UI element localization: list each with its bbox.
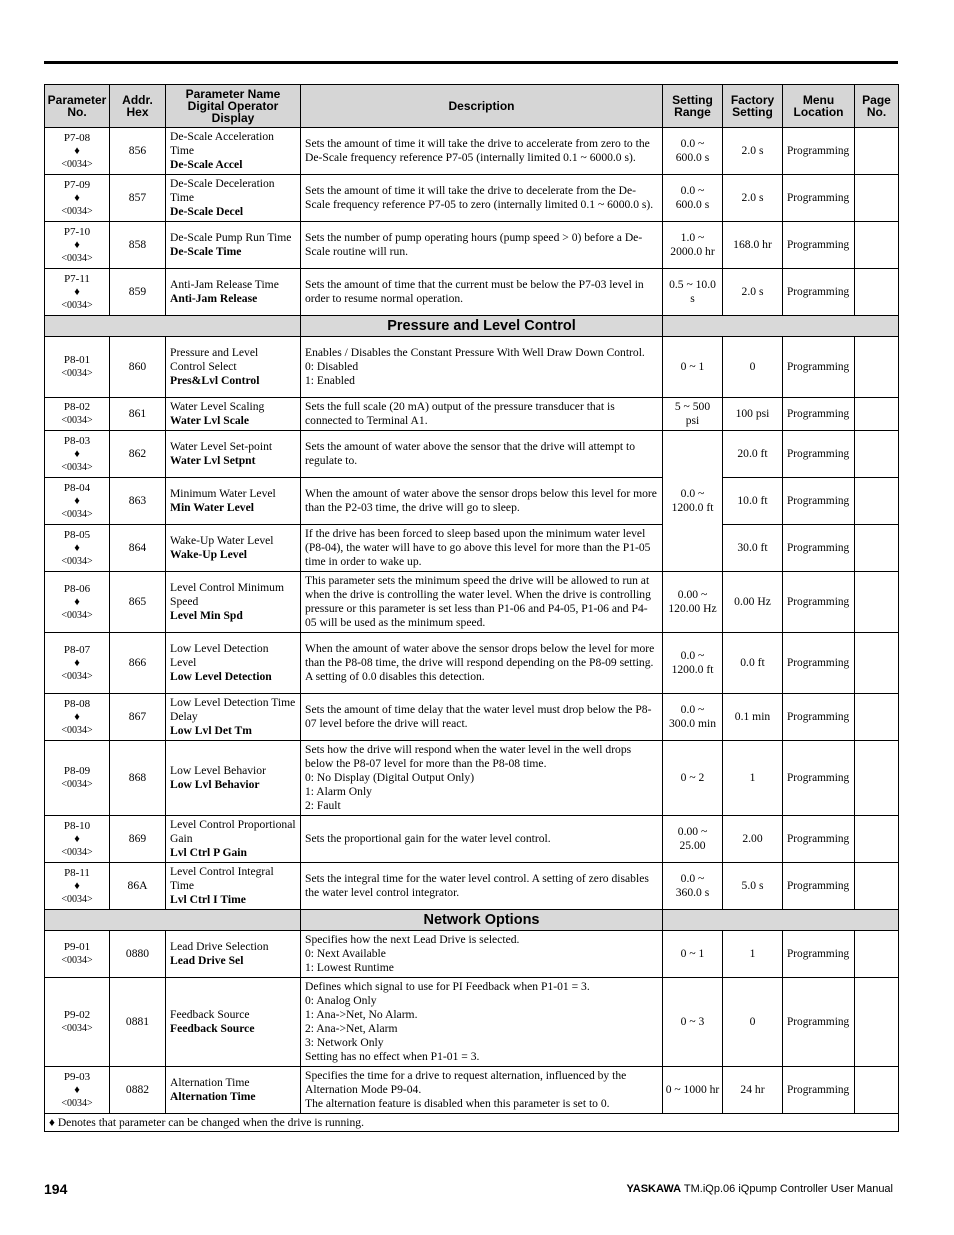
description-cell: Sets the integral time for the water level control. A setting of zero disables the water level control integrator. — [301, 863, 663, 910]
menu-cell: Programming — [783, 572, 855, 633]
operator-display: Water Lvl Scale — [170, 414, 249, 427]
param-code: <0034> — [61, 415, 93, 426]
run-change-diamond-icon: ♦ — [74, 285, 80, 298]
factory-cell: 30.0 ft — [723, 525, 783, 572]
factory-cell: 10.0 ft — [723, 478, 783, 525]
page-cell — [855, 816, 899, 863]
operator-display: Low Lvl Behavior — [170, 778, 260, 791]
operator-display: Lead Drive Sel — [170, 954, 244, 967]
menu-cell: Programming — [783, 741, 855, 816]
name-cell — [166, 222, 301, 269]
name-cell — [166, 694, 301, 741]
description-cell: Sets the full scale (20 mA) output of the pressure transducer that is connected to Terminal A1. — [301, 398, 663, 431]
operator-display: Low Lvl Det Tm — [170, 724, 252, 737]
description-cell: Sets the amount of time it will take the drive to decelerate from the De-Scale frequency reference P7-05 to zero (internally limited 0.1 ~ 6000.0 s). — [301, 175, 663, 222]
param-no-cell — [45, 398, 110, 431]
section-title: Pressure and Level Control — [301, 316, 663, 337]
param-no-cell — [45, 931, 110, 978]
run-change-diamond-icon: ♦ — [74, 447, 80, 460]
operator-display: Lvl Ctrl P Gain — [170, 846, 247, 859]
menu-cell: Programming — [783, 931, 855, 978]
operator-display: De-Scale Decel — [170, 205, 244, 218]
page-cell — [855, 931, 899, 978]
description-cell: When the amount of water above the sensor drops below this level for more than the P2-03 time, the drive will go to sleep. — [301, 478, 663, 525]
range-cell: 0.00 ~ 120.00 Hz — [663, 572, 723, 633]
param-name: De-Scale Deceleration Time — [170, 177, 275, 204]
param-no: P8-03 — [63, 434, 91, 447]
run-change-diamond-icon: ♦ — [74, 144, 80, 157]
addr-cell: 857 — [110, 175, 166, 222]
operator-display: De-Scale Accel — [170, 158, 243, 171]
addr-cell: 0880 — [110, 931, 166, 978]
page-cell — [855, 694, 899, 741]
table-row — [45, 337, 899, 398]
table-row — [45, 269, 899, 316]
menu-cell: Programming — [783, 431, 855, 478]
param-no-cell — [45, 978, 110, 1067]
parameter-table — [44, 84, 899, 1132]
header-param-name: Parameter Name Digital Operator Display — [166, 85, 301, 128]
description-cell — [301, 1067, 663, 1114]
param-code: <0034> — [61, 670, 93, 682]
page-cell — [855, 398, 899, 431]
page-cell — [855, 269, 899, 316]
page-cell — [855, 175, 899, 222]
addr-cell: 0881 — [110, 978, 166, 1067]
param-name: Lead Drive Selection — [170, 940, 269, 953]
operator-display: Min Water Level — [170, 501, 254, 514]
param-name: Alternation Time — [170, 1076, 250, 1089]
table-row — [45, 694, 899, 741]
run-change-diamond-icon: ♦ — [74, 238, 80, 251]
page-cell — [855, 431, 899, 478]
factory-cell: 1 — [723, 741, 783, 816]
footnote-row — [45, 1114, 899, 1132]
param-no: P8-01 — [63, 354, 91, 366]
param-no-cell — [45, 863, 110, 910]
name-cell — [166, 931, 301, 978]
factory-cell: 0 — [723, 337, 783, 398]
page-cell — [855, 222, 899, 269]
name-cell — [166, 128, 301, 175]
param-no-cell — [45, 1067, 110, 1114]
param-code: <0034> — [61, 779, 93, 790]
param-code: <0034> — [61, 955, 93, 966]
range-cell: 0.0 ~ 600.0 s — [663, 128, 723, 175]
addr-cell: 861 — [110, 398, 166, 431]
header-setting-range: Setting Range — [663, 85, 723, 128]
param-name: Water Level Set-point — [170, 440, 273, 453]
addr-cell: 862 — [110, 431, 166, 478]
page-cell — [855, 633, 899, 694]
description-cell: Sets the amount of time that the current must be below the P7-03 level in order to resume normal operation. — [301, 269, 663, 316]
page-cell — [855, 572, 899, 633]
section-spacer — [45, 316, 301, 337]
page-cell — [855, 128, 899, 175]
param-no: P8-11 — [64, 866, 90, 879]
name-cell — [166, 572, 301, 633]
name-cell — [166, 478, 301, 525]
param-code: <0034> — [61, 508, 93, 520]
run-change-diamond-icon: ♦ — [74, 710, 80, 723]
menu-cell: Programming — [783, 525, 855, 572]
param-no-cell — [45, 741, 110, 816]
addr-cell: 867 — [110, 694, 166, 741]
range-cell: 0 ~ 3 — [663, 978, 723, 1067]
run-change-diamond-icon: ♦ — [74, 191, 80, 204]
description-cell: Sets the amount of time delay that the water level must drop below the P8-07 level before the drive will react. — [301, 694, 663, 741]
operator-display: Anti-Jam Release — [170, 292, 258, 305]
description-cell — [301, 337, 663, 398]
addr-cell: 868 — [110, 741, 166, 816]
description-cell — [301, 741, 663, 816]
table-row — [45, 978, 899, 1067]
factory-cell: 2.0 s — [723, 175, 783, 222]
description-line: 0: Analog Only — [305, 994, 377, 1007]
name-cell — [166, 398, 301, 431]
footnote: ♦ Denotes that parameter can be changed when the drive is running. — [45, 1114, 899, 1132]
description-line: 1: Enabled — [305, 374, 355, 387]
page-cell — [855, 863, 899, 910]
param-name: De-Scale Pump Run Time — [170, 231, 292, 244]
description-line: 2: Ana->Net, Alarm — [305, 1022, 398, 1035]
run-change-diamond-icon: ♦ — [74, 1083, 80, 1096]
description-line: Specifies how the next Lead Drive is selected. — [305, 933, 520, 946]
param-no-cell — [45, 269, 110, 316]
menu-cell: Programming — [783, 633, 855, 694]
range-cell: 0.5 ~ 10.0 s — [663, 269, 723, 316]
description-line: Specifies the time for a drive to request alternation, influenced by the Alternation Mode P9-04. — [305, 1069, 627, 1096]
operator-display: Alternation Time — [170, 1090, 256, 1103]
page-cell — [855, 741, 899, 816]
addr-cell: 86A — [110, 863, 166, 910]
param-no: P9-03 — [63, 1070, 91, 1083]
param-no-cell — [45, 431, 110, 478]
param-name: Wake-Up Water Level — [170, 534, 274, 547]
param-no-cell — [45, 128, 110, 175]
table-row — [45, 398, 899, 431]
addr-cell: 863 — [110, 478, 166, 525]
name-cell — [166, 175, 301, 222]
name-cell — [166, 1067, 301, 1114]
footer-doc-title — [626, 1183, 893, 1195]
table-row — [45, 1067, 899, 1114]
table-row — [45, 175, 899, 222]
range-cell: 0.0 ~ 360.0 s — [663, 863, 723, 910]
factory-cell: 2.0 s — [723, 128, 783, 175]
description-line: When the amount of water above the sensor drops below the level for more than the P8-08 time, the drive will respond depending on the P8-09 setting. — [305, 642, 655, 669]
addr-cell: 866 — [110, 633, 166, 694]
param-code: <0034> — [61, 1097, 93, 1109]
description-line: 2: Fault — [305, 799, 341, 812]
operator-display: Lvl Ctrl I Time — [170, 893, 246, 906]
description-cell: Sets the amount of time it will take the drive to accelerate from zero to the De-Scale frequency reference P7-05 (internally limited 0.1 ~ 6000.0 s). — [301, 128, 663, 175]
addr-cell: 0882 — [110, 1067, 166, 1114]
factory-cell: 1 — [723, 931, 783, 978]
operator-display: Feedback Source — [170, 1022, 255, 1035]
table-row — [45, 128, 899, 175]
description-cell: Sets the number of pump operating hours (pump speed > 0) before a De-Scale routine will run. — [301, 222, 663, 269]
param-no: P8-05 — [63, 528, 91, 541]
addr-cell: 860 — [110, 337, 166, 398]
menu-cell: Programming — [783, 478, 855, 525]
section-spacer — [663, 316, 899, 337]
page-cell — [855, 337, 899, 398]
param-no: P8-09 — [63, 765, 91, 777]
range-cell: 0 ~ 1 — [663, 931, 723, 978]
description-line: 1: Lowest Runtime — [305, 961, 394, 974]
param-no: P7-10 — [63, 225, 91, 238]
param-no: P8-02 — [63, 401, 91, 413]
range-cell: 0 ~ 2 — [663, 741, 723, 816]
param-no-cell — [45, 175, 110, 222]
table-row — [45, 572, 899, 633]
description-cell — [301, 931, 663, 978]
factory-cell: 168.0 hr — [723, 222, 783, 269]
factory-cell: 0 — [723, 978, 783, 1067]
description-line: 1: Alarm Only — [305, 785, 372, 798]
param-no: P9-02 — [63, 1009, 91, 1021]
run-change-diamond-icon: ♦ — [74, 541, 80, 554]
name-cell — [166, 978, 301, 1067]
operator-display: Level Min Spd — [170, 609, 243, 622]
param-no: P7-09 — [63, 178, 91, 191]
param-code: <0034> — [61, 609, 93, 621]
param-name: Minimum Water Level — [170, 487, 276, 500]
name-cell — [166, 816, 301, 863]
description-line: 3: Network Only — [305, 1036, 384, 1049]
range-cell: 0.0 ~ 600.0 s — [663, 175, 723, 222]
addr-cell: 856 — [110, 128, 166, 175]
range-cell: 0 ~ 1000 hr — [663, 1067, 723, 1114]
name-cell — [166, 863, 301, 910]
operator-display: De-Scale Time — [170, 245, 242, 258]
header-rule — [44, 61, 898, 64]
param-code: <0034> — [61, 724, 93, 736]
run-change-diamond-icon: ♦ — [74, 595, 80, 608]
table-row — [45, 863, 899, 910]
param-code: <0034> — [61, 299, 93, 311]
param-name: Level Control Integral Time — [170, 865, 274, 892]
param-code: <0034> — [61, 1023, 93, 1034]
range-cell: 0.00 ~ 25.00 — [663, 816, 723, 863]
param-code: <0034> — [61, 252, 93, 264]
description-cell: This parameter sets the minimum speed the drive will be allowed to run at when the drive is controlling the water level. When the drive is controlling pressure or this parameter is set less than P1-06 and P4-05, P1-06 and P4-05 will be used as the minimum speed. — [301, 572, 663, 633]
menu-cell: Programming — [783, 269, 855, 316]
page-cell — [855, 478, 899, 525]
description-line: 0: No Display (Digital Output Only) — [305, 771, 475, 784]
section-row-network — [45, 910, 899, 931]
param-code: <0034> — [61, 368, 93, 379]
page-number: 194 — [44, 1181, 68, 1197]
description-line: A setting of 0.0 disables this detection. — [305, 670, 485, 683]
param-no-cell — [45, 694, 110, 741]
param-no-cell — [45, 478, 110, 525]
run-change-diamond-icon: ♦ — [74, 656, 80, 669]
header-addr-hex: Addr. Hex — [110, 85, 166, 128]
addr-cell: 869 — [110, 816, 166, 863]
run-change-diamond-icon: ♦ — [74, 879, 80, 892]
param-no: P8-10 — [63, 819, 91, 832]
param-no-cell — [45, 816, 110, 863]
operator-display: Low Level Detection — [170, 670, 272, 683]
description-line: 0: Next Available — [305, 947, 386, 960]
param-name: Level Control Minimum Speed — [170, 581, 284, 608]
description-line: Setting has no effect when P1-01 = 3. — [305, 1050, 480, 1063]
menu-cell: Programming — [783, 863, 855, 910]
param-name: De-Scale Acceleration Time — [170, 130, 274, 157]
menu-cell: Programming — [783, 694, 855, 741]
description-line: Defines which signal to use for PI Feedback when P1-01 = 3. — [305, 980, 590, 993]
section-spacer — [663, 910, 899, 931]
table-row — [45, 478, 899, 525]
param-name: Anti-Jam Release Time — [170, 278, 279, 291]
factory-cell: 24 hr — [723, 1067, 783, 1114]
table-row — [45, 431, 899, 478]
description-cell: Sets the proportional gain for the water level control. — [301, 816, 663, 863]
operator-display: Wake-Up Level — [170, 548, 247, 561]
param-code: <0034> — [61, 461, 93, 473]
param-no: P9-01 — [63, 941, 91, 953]
menu-cell: Programming — [783, 222, 855, 269]
run-change-diamond-icon: ♦ — [74, 832, 80, 845]
header-menu-location: Menu Location — [783, 85, 855, 128]
factory-cell: 2.0 s — [723, 269, 783, 316]
range-cell: 0 ~ 1 — [663, 337, 723, 398]
name-cell — [166, 337, 301, 398]
factory-cell: 100 psi — [723, 398, 783, 431]
description-cell: If the drive has been forced to sleep based upon the minimum water level (P8-04), the water will have to go above this level for more than the P1-05 time in order to wake up. — [301, 525, 663, 572]
param-no: P8-08 — [63, 697, 91, 710]
page-cell — [855, 978, 899, 1067]
name-cell — [166, 269, 301, 316]
description-line: The alternation feature is disabled when this parameter is set to 0. — [305, 1097, 610, 1110]
run-change-diamond-icon: ♦ — [74, 494, 80, 507]
table-row — [45, 633, 899, 694]
page-cell — [855, 1067, 899, 1114]
table-row — [45, 222, 899, 269]
factory-cell: 2.00 — [723, 816, 783, 863]
header-description: Description — [301, 85, 663, 128]
range-cell: 0.0 ~ 300.0 min — [663, 694, 723, 741]
footer-brand: YASKAWA — [626, 1183, 682, 1195]
param-name: Water Level Scaling — [170, 400, 265, 413]
description-cell: Sets the amount of water above the sensor that the drive will attempt to regulate to. — [301, 431, 663, 478]
menu-cell: Programming — [783, 398, 855, 431]
operator-display: Pres&Lvl Control — [170, 374, 260, 387]
param-no: P8-07 — [63, 643, 91, 656]
param-no: P7-08 — [63, 131, 91, 144]
param-no: P8-04 — [63, 481, 91, 494]
menu-cell: Programming — [783, 175, 855, 222]
description-line: 0: Disabled — [305, 360, 359, 373]
param-name: Low Level Behavior — [170, 764, 266, 777]
name-cell — [166, 741, 301, 816]
addr-cell: 864 — [110, 525, 166, 572]
factory-cell: 0.1 min — [723, 694, 783, 741]
table-row — [45, 931, 899, 978]
range-cell: 5 ~ 500 psi — [663, 398, 723, 431]
param-name: Feedback Source — [170, 1008, 250, 1021]
range-cell: 0.0 ~ 1200.0 ft — [663, 633, 723, 694]
table-row — [45, 525, 899, 572]
factory-cell: 20.0 ft — [723, 431, 783, 478]
description-line: Sets how the drive will respond when the water level in the well drops below the P8-07 level for more than the P8-08 time. — [305, 743, 632, 770]
param-code: <0034> — [61, 555, 93, 567]
addr-cell: 865 — [110, 572, 166, 633]
param-code: <0034> — [61, 158, 93, 170]
factory-cell: 0.0 ft — [723, 633, 783, 694]
section-title: Network Options — [301, 910, 663, 931]
name-cell — [166, 633, 301, 694]
menu-cell: Programming — [783, 816, 855, 863]
operator-display: Water Lvl Setpnt — [170, 454, 256, 467]
menu-cell: Programming — [783, 337, 855, 398]
range-cell-shared: 0.0 ~ 1200.0 ft — [663, 431, 723, 572]
description-cell — [301, 978, 663, 1067]
param-no: P7-11 — [64, 272, 90, 285]
description-line: Enables / Disables the Constant Pressure With Well Draw Down Control. — [305, 346, 645, 359]
range-cell: 1.0 ~ 2000.0 hr — [663, 222, 723, 269]
param-name: Pressure and Level Control Select — [170, 346, 259, 373]
header-param-no: Parameter No. — [45, 85, 110, 128]
param-name: Low Level Detection Level — [170, 642, 269, 669]
param-no-cell — [45, 222, 110, 269]
param-no-cell — [45, 572, 110, 633]
param-code: <0034> — [61, 846, 93, 858]
addr-cell: 859 — [110, 269, 166, 316]
param-code: <0034> — [61, 893, 93, 905]
menu-cell: Programming — [783, 128, 855, 175]
param-name: Level Control Proportional Gain — [170, 818, 296, 845]
factory-cell: 5.0 s — [723, 863, 783, 910]
section-spacer — [45, 910, 301, 931]
param-no-cell — [45, 525, 110, 572]
description-line: 1: Ana->Net, No Alarm. — [305, 1008, 418, 1021]
addr-cell: 858 — [110, 222, 166, 269]
param-no-cell — [45, 337, 110, 398]
param-no: P8-06 — [63, 582, 91, 595]
factory-cell: 0.00 Hz — [723, 572, 783, 633]
menu-cell: Programming — [783, 1067, 855, 1114]
name-cell — [166, 431, 301, 478]
header-factory-setting: Factory Setting — [723, 85, 783, 128]
param-no-cell — [45, 633, 110, 694]
param-name: Low Level Detection Time Delay — [170, 696, 296, 723]
name-cell — [166, 525, 301, 572]
table-row — [45, 741, 899, 816]
section-row-pressure — [45, 316, 899, 337]
description-cell — [301, 633, 663, 694]
page-cell — [855, 525, 899, 572]
menu-cell: Programming — [783, 978, 855, 1067]
header-page-no: Page No. — [855, 85, 899, 128]
table-header-row — [45, 85, 899, 128]
table-row — [45, 816, 899, 863]
footer-doc: TM.iQp.06 iQpump Controller User Manual — [683, 1183, 893, 1195]
param-code: <0034> — [61, 205, 93, 217]
